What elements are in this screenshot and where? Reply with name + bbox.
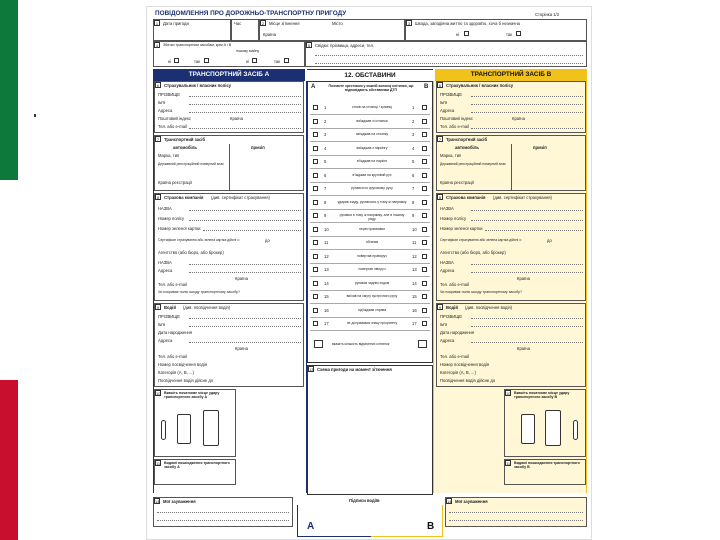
circumstance-number: 6 — [412, 172, 415, 178]
damage-field[interactable]: 4 Збитки транспортним засобам, крім А і В іншому майну ні так ні так — [153, 41, 305, 67]
circumstance-text: стояв на стоянці / зупинці — [351, 105, 393, 109]
circumstance-text: виїхав на смугу зустрічного руху — [346, 294, 398, 298]
circumstance-number: 7 — [412, 186, 415, 191]
circumstance-number: 2 — [324, 118, 327, 124]
a-remarks[interactable]: 14 Мої зауваження — [153, 497, 293, 527]
circumstance-row — [308, 264, 432, 276]
circumstance-row — [308, 291, 432, 303]
circumstance-row — [308, 237, 432, 249]
circumstance-text: перестроювався — [359, 226, 385, 231]
circumstance-b-checkbox[interactable] — [422, 321, 427, 326]
count-a-box[interactable] — [314, 340, 323, 348]
circumstance-text: заїжджав на стоянку — [355, 132, 389, 136]
circumstance-number: 12 — [324, 253, 329, 259]
circumstance-number: 8 — [324, 199, 327, 205]
circumstance-b-checkbox[interactable] — [422, 105, 427, 110]
green-stripe — [0, 0, 18, 180]
b-driver[interactable]: 9 Водій (див. посвідчення водія) ПРІЗВИЩЕ Ім'я Дата народження Адреса Країна Тел. або e-mail Номер посвідчення водія Категорія (A, B, ...) Посвідчення водія дійсне до — [436, 303, 586, 387]
other-property-no-checkbox[interactable] — [252, 58, 257, 63]
circumstance-number: 8 — [412, 199, 415, 205]
circumstance-a-checkbox[interactable] — [313, 146, 318, 151]
circumstance-b-checkbox[interactable] — [422, 186, 427, 191]
circumstance-text: в'їжджав на круговий рух — [352, 172, 392, 177]
other-vehicles-yes-checkbox[interactable] — [204, 58, 209, 63]
a-impact-point[interactable]: 10 Вкажіть початкове місце удару транспортного засобу А — [154, 389, 236, 457]
circumstance-text: рухався по круговому руху — [351, 186, 393, 190]
b-impact-point[interactable]: 10 Вкажіть початкове місце удару транспортного засобу В — [504, 389, 586, 457]
car-diagram-icon — [521, 414, 535, 444]
vehicle-b-header: ТРАНСПОРТНИЙ ЗАСІБ В — [435, 69, 587, 81]
circumstance-a-checkbox[interactable] — [313, 200, 318, 205]
circumstance-b-checkbox[interactable] — [422, 159, 427, 164]
red-stripe — [0, 380, 18, 540]
truck-diagram-icon — [545, 410, 561, 446]
circumstance-number: 4 — [324, 145, 327, 151]
circumstance-number: 7 — [324, 186, 327, 191]
circumstance-number: 1 — [324, 105, 327, 110]
count-b-box[interactable] — [418, 340, 427, 348]
circumstance-number: 15 — [324, 294, 329, 299]
circumstance-a-checkbox[interactable] — [313, 159, 318, 164]
sketch-area[interactable]: 13 Схема пригоди на момент зіткнення — [307, 365, 433, 495]
circumstance-b-checkbox[interactable] — [422, 294, 427, 299]
circumstance-row — [308, 251, 432, 263]
circumstance-a-checkbox[interactable] — [313, 321, 318, 326]
circumstance-b-checkbox[interactable] — [422, 254, 427, 259]
witnesses-field[interactable]: 5 Свідки: прізвища, адреси, тел. — [305, 41, 587, 67]
other-vehicles-no-checkbox[interactable] — [174, 58, 179, 63]
time-field[interactable]: Час — [231, 19, 259, 41]
circumstance-b-checkbox[interactable] — [422, 308, 427, 313]
a-insurer[interactable]: 8 Страхова компанія (див. сертифікат страхування) НАЗВА Номер полісу Номер зеленої картки Сертифікат страхування або зелена картка дійсні з: до Агентство (або бюро, або брокер) НАЗВА Адреса Країна Тел. або e-mail Чи покриває поліс шкоду транспортному засобу? — [154, 193, 304, 301]
place-field[interactable]: 2 Місце зіткнення Країна Місто — [259, 19, 405, 41]
date-field[interactable]: 1 Дата пригоди — [153, 19, 231, 41]
circumstance-text: рухався заднім ходом — [354, 280, 390, 285]
b-vehicle[interactable]: 7 Транспортний засіб автомобіль причіп Марка, тип Державний реєстраційний номерний знак Країна реєстрації — [436, 135, 586, 191]
circumstance-a-checkbox[interactable] — [313, 132, 318, 137]
circumstance-b-checkbox[interactable] — [422, 173, 427, 178]
circumstance-b-checkbox[interactable] — [422, 267, 427, 272]
circumstance-number: 9 — [412, 213, 415, 218]
circumstance-text: повертав праворуч — [357, 253, 387, 258]
circumstance-a-checkbox[interactable] — [313, 105, 318, 110]
small-mark — [34, 114, 36, 117]
circumstance-number: 13 — [324, 267, 329, 272]
circumstance-row — [308, 143, 432, 155]
circumstance-number: 12 — [412, 253, 417, 259]
white-stripe — [0, 180, 18, 380]
other-property-yes-checkbox[interactable] — [284, 58, 289, 63]
circumstance-row — [308, 102, 432, 114]
vehicle-b-column — [433, 81, 587, 493]
circumstance-number: 16 — [324, 307, 329, 313]
circumstance-text: не дотримався знаку пріоритету — [346, 321, 398, 325]
motorcycle-diagram-icon — [161, 420, 166, 440]
circumstance-a-checkbox[interactable] — [313, 213, 318, 218]
circumstance-row — [308, 156, 432, 168]
circumstance-number: 14 — [412, 280, 417, 286]
circumstance-a-checkbox[interactable] — [313, 186, 318, 191]
circumstance-text: обганяв — [365, 240, 379, 244]
circumstance-number: 1 — [412, 105, 415, 110]
circumstance-number: 10 — [412, 226, 417, 232]
circumstance-b-checkbox[interactable] — [422, 200, 427, 205]
circumstance-row — [308, 197, 432, 209]
circumstance-number: 15 — [412, 294, 417, 299]
circumstance-text: в'їжджав на паркінг — [356, 159, 388, 163]
a-visible-damage[interactable]: 11 Видимі пошкодження транспортного засобу А — [154, 459, 236, 485]
circumstance-a-checkbox[interactable] — [313, 254, 318, 259]
circumstance-a-checkbox[interactable] — [313, 227, 318, 232]
circumstance-b-checkbox[interactable] — [422, 132, 427, 137]
b-policyholder[interactable]: 6 Страхувальник / власник полісу ПРІЗВИЩЕ Ім'я Адреса Поштовий індекс Країна Тел. або e-mail — [436, 81, 586, 133]
circumstance-row — [308, 318, 432, 330]
circumstance-number: 9 — [324, 213, 327, 218]
circumstance-b-checkbox[interactable] — [422, 119, 427, 124]
circumstance-number: 5 — [412, 159, 415, 164]
circumstance-b-checkbox[interactable] — [422, 213, 427, 218]
circumstance-number: 3 — [412, 132, 415, 137]
circumstance-row — [308, 129, 432, 141]
b-remarks[interactable]: 14 Мої зауваження — [445, 497, 587, 527]
injuries-yes-checkbox[interactable] — [516, 31, 521, 36]
circumstance-number: 4 — [412, 145, 415, 151]
circumstance-number: 3 — [324, 132, 327, 137]
circumstances-panel: A B Позначте хрестиком у кожній колонці клітинки, що відповідають обставинам ДТП 1 стояв на стоянці / зупинці 1 2 виїжджав зі стоянки 2 3 заїжджав на стоянку 3 4 виїжджав з паркінгу 4 5 в'їжджав на паркінг 5 6 в'їжджав на круговий рух 6 7 рухався по круговому руху 7 8 ударив ззаду, рухаючись у тому ж напрямку 8 9 рухався в тому ж напрямку, але в іншому ряду 9 10 перестроювався 10 11 обганяв 11 12 повертав праворуч 12 13 повертав ліворуч 13 14 рухався заднім ходом 14 15 виїхав на смугу зустрічного руху 15 16 під'їжджав справа 16 17 не дотримався знаку пріоритету 17 вкажіть кількість відмічених клітинок — [307, 81, 433, 363]
circumstance-text: рухався в тому ж напрямку, але в іншому ряду — [339, 213, 405, 221]
circumstance-a-checkbox[interactable] — [313, 294, 318, 299]
circumstance-number: 13 — [412, 267, 417, 272]
circumstance-a-checkbox[interactable] — [313, 267, 318, 272]
circumstance-row — [308, 278, 432, 290]
circumstance-row — [308, 183, 432, 195]
circumstance-b-checkbox[interactable] — [422, 281, 427, 286]
circumstance-row — [308, 210, 432, 222]
a-policyholder[interactable]: 6 Страхувальник / власник полісу ПРІЗВИЩЕ Ім'я Адреса Поштовий індекс Країна Тел. або e-mail — [154, 81, 304, 133]
b-insurer[interactable]: 8 Страхова компанія (див. сертифікат страхування) НАЗВА Номер полісу Номер зеленої картки Сертифікат страхування або зелена картка дійсні з: до Агентство (або бюро, або брокер) НАЗВА Адреса Країна Тел. або e-mail Чи покриває поліс шкоду транспортному засобу? — [436, 193, 586, 301]
circumstance-a-checkbox[interactable] — [313, 281, 318, 286]
circumstance-number: 14 — [324, 280, 329, 286]
circumstance-text: виїжджав з паркінгу — [356, 145, 388, 150]
circumstance-text: виїжджав зі стоянки — [356, 118, 388, 123]
circumstance-text: повертав ліворуч — [358, 267, 386, 271]
circumstance-number: 16 — [412, 307, 417, 313]
circumstance-b-checkbox[interactable] — [422, 227, 427, 232]
circumstance-row — [308, 224, 432, 236]
form-title: ПОВІДОМЛЕННЯ ПРО ДОРОЖНЬО-ТРАНСПОРТНУ ПРИГОДУ — [155, 10, 347, 17]
circumstance-a-checkbox[interactable] — [313, 173, 318, 178]
circumstance-b-checkbox[interactable] — [422, 146, 427, 151]
circumstance-number: 5 — [324, 159, 327, 164]
accident-report-form — [146, 6, 592, 540]
circumstance-text: ударив ззаду, рухаючись у тому ж напрямку — [337, 199, 407, 204]
circumstance-number: 2 — [412, 118, 415, 124]
circumstance-row — [308, 116, 432, 128]
circumstance-a-checkbox[interactable] — [313, 119, 318, 124]
circumstance-row — [308, 170, 432, 182]
signatures-area[interactable]: Підписи водіїв A B — [297, 497, 443, 537]
vehicle-a-header: ТРАНСПОРТНИЙ ЗАСІБ А — [153, 69, 305, 81]
circumstance-number: 6 — [324, 172, 327, 178]
truck-diagram-icon — [203, 410, 219, 446]
a-vehicle[interactable]: 7 Транспортний засіб автомобіль причіп Марка, тип Державний реєстраційний номерний знак Країна реєстрації — [154, 135, 304, 191]
vehicle-a-column — [153, 81, 307, 493]
circumstance-b-checkbox[interactable] — [422, 240, 427, 245]
circumstance-a-checkbox[interactable] — [313, 240, 318, 245]
circumstance-row — [308, 305, 432, 317]
motorcycle-diagram-icon — [573, 420, 578, 440]
circumstance-number: 17 — [324, 321, 329, 326]
circumstances-header: 12. ОБСТАВИНИ — [307, 69, 433, 81]
circumstance-text: під'їжджав справа — [357, 307, 387, 312]
car-diagram-icon — [177, 414, 191, 444]
a-driver[interactable]: 9 Водій (див. посвідчення водія) ПРІЗВИЩЕ Ім'я Дата народження Адреса Країна Тел. або e-mail Номер посвідчення водія Категорія (A, B, ...) Посвідчення водія дійсне до — [154, 303, 304, 387]
page-number: Сторінка 1/2 — [535, 12, 560, 17]
circumstance-number: 10 — [324, 226, 329, 232]
injuries-no-checkbox[interactable] — [464, 31, 469, 36]
circumstance-number: 11 — [412, 240, 417, 245]
circumstance-number: 11 — [324, 240, 329, 245]
injuries-field[interactable]: 3 Шкода, заподіяна життю та здоров'ю, хоча б незначна ні так — [405, 19, 587, 41]
circumstance-number: 17 — [412, 321, 417, 326]
circumstance-a-checkbox[interactable] — [313, 308, 318, 313]
b-visible-damage[interactable]: 11 Видимі пошкодження транспортного засобу В — [504, 459, 586, 485]
